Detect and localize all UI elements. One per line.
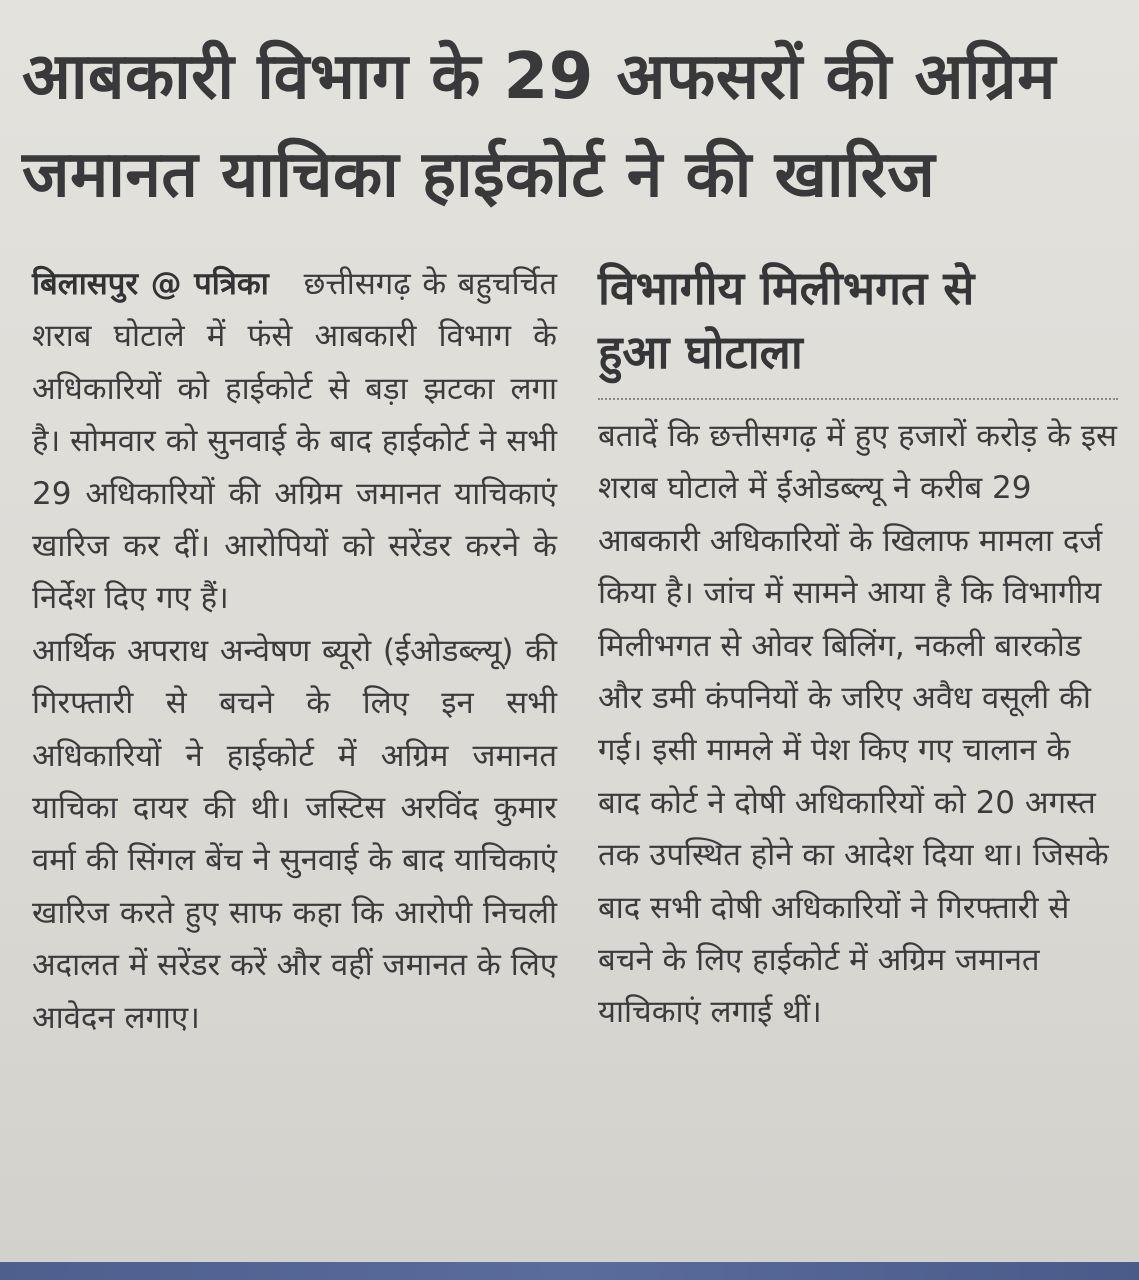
subheading-line-2: हुआ घोटाला xyxy=(598,325,803,379)
headline xyxy=(22,28,1117,224)
right-body xyxy=(598,410,1118,1039)
bottom-color-strip xyxy=(0,1262,1139,1280)
subheading-line-1: विभागीय मिलीभगत से xyxy=(598,261,975,315)
right-column xyxy=(598,256,1118,1039)
left-paragraph-1 xyxy=(32,258,557,625)
right-paragraph-1: बतादें कि छत्तीसगढ़ में हुए हजारों करोड़ के इस शराब घोटाले में ईओडब्ल्यू ने करीब 29 आबकारी अधिकारियों के खिलाफ मामला दर्ज किया है। जांच में सामने आया है कि विभागीय मिलीभगत से ओवर बिलिंग, नकली बारकोड और डमी कंपनियों के जरिए अवैध वसूली की गई। इसी मामले में पेश किए गए चालान के बाद कोर्ट ने दोषी अधिकारियों को 20 अगस्त तक उपस्थित होने का आदेश दिया था। जिसके बाद सभी दोषी अधिकारियों ने गिरफ्तारी से बचने के लिए हाईकोर्ट में अग्रिम जमानत याचिकाएं लगाई थीं। xyxy=(598,418,1117,1031)
dateline: बिलासपुर @ पत्रिका xyxy=(32,266,269,302)
left-paragraph-1-text: छत्तीसगढ़ के बहुचर्चित शराब घोटाले में फंसे आबकारी विभाग के अधिकारियों को हाईकोर्ट से बड़ा झटका लगा है। सोमवार को सुनवाई के बाद हाईकोर्ट ने सभी 29 अधिकारियों की अग्रिम जमानत याचिकाएं खारिज कर दीं। आरोपियों को सरेंडर करने के निर्देश दिए गए हैं। xyxy=(32,266,557,617)
subheading xyxy=(598,256,1118,400)
left-paragraph-2: आर्थिक अपराध अन्वेषण ब्यूरो (ईओडब्ल्यू) की गिरफ्तारी से बचने के लिए इन सभी अधिकारियों ने हाईकोर्ट में अग्रिम जमानत याचिका दायर की थी। जस्टिस अरविंद कुमार वर्मा की सिंगल बेंच ने सुनवाई के बाद याचिकाएं खारिज करते हुए साफ कहा कि आरोपी निचली अदालत में सरेंडर करें और वहीं जमानत के लिए आवेदन लगाए। xyxy=(32,632,557,1036)
left-column xyxy=(32,258,557,1044)
headline-line-2: जमानत याचिका हाईकोर्ट ने की खारिज xyxy=(22,138,936,212)
headline-line-1: आबकारी विभाग के 29 अफसरों की अग्रिम xyxy=(22,40,1056,114)
